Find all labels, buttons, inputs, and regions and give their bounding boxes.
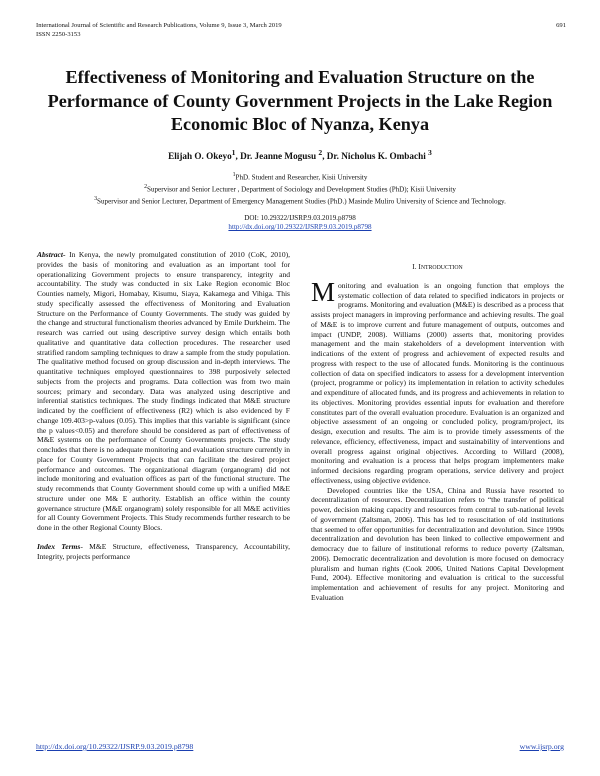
footer-doi-link[interactable]: http://dx.doi.org/10.29322/IJSRP.9.03.2019.p8798 <box>36 742 194 751</box>
affiliation-1-text: PhD. Student and Researcher, Kisii University <box>235 173 368 182</box>
author-2-sup: 2 <box>318 148 323 157</box>
affiliation-3-sup: 3 <box>94 195 98 202</box>
author-3-sup: 3 <box>428 148 432 157</box>
intro-paragraph-1-text: onitoring and evaluation is an ongoing function that employs the systematic collection of data related to specified indicators in projects or programs. Monitoring and evaluation (M&E) is described as a process that assists project managers in improving performance and achieving results. The goal of M&E is to improve current and future management of outputs, outcomes and impact (UNDP, 2008). Williams (2000) asserts that, monitoring provides management and the main stakeholders of a development intervention with indications of the extent of progress and achievement of expected results and progress with respect to the use of allocated funds. Monitoring is the continuous collection of data on specified indicators to assess for a development intervention (project, programme or policy) its implementation in relation to activity schedules and expenditure of allocated funds, and its progress and achievements in relation to its objectives. Monitoring provides essential inputs for evaluation and therefore constitutes part of the overall evaluation procedure. Evaluation is an organized and objective assessment of an ongoing or concluded policy, program/project, its design, execution and results. The aim is to provide timely assessments of the relevance, efficiency, effectiveness, impact and sustainability of interventions and overall progress against original objectives. According to Willard (2008), monitoring and evaluation is a process that helps program implementers make informed decisions regarding program operations, service delivery and project effectiveness, using objective evidence. <box>311 280 564 485</box>
doi-link[interactable]: http://dx.doi.org/10.29322/IJSRP.9.03.2019.p8798 <box>228 223 372 232</box>
abstract-text: In Kenya, the newly promulgated constitution of 2010 (CoK, 2010), provides the basis of monitoring and evaluation as an important tool for operationalizing Government projects to ensure transparency, integrity and accountability. The study was conducted in six Lake Region economic Bloc Counties namely, Migori, Homabay, Kisumu, Siaya, Kakamega and Vihiga. This study specifically assessed the effectiveness of Monitoring and Evaluation Structure on the Performance of County Governments. The study was guided by the change and structural functionalism theories advanced by Emile Durkheim. The research was carried out using descriptive survey design which entails both qualitative and quantitative data collection procedures. The researcher used stratified random sampling techniques to draw a sample from the study population. The qualitative method focused on group discussion and in-depth interviews. The quantitative techniques employed questionnaires to 398 purposively selected subjects from the projects and programs. Data collection was from two main sources; primary and secondary. Data was analyzed using descriptive and inferential statistics techniques. The study findings indicated that M&E structure indicated by the coefficient of effectiveness (R2) which is also evidenced by F change 109.403>p-values (0.05). This implies that this variable is significant (since the p values<0.05) and therefore should be considered as part of effectiveness of M&E systems on the performance of County Governments projects. The study concludes that there is no adequate monitoring and evaluation structure currently in place for County Government Projects that can facilitate the desired project performance and outcomes. The organizational diagram (organogram) did not include monitoring and evaluation offices as part of the functional structure. The study recommends that County Government should come up with a unified M&E structure under one M& E authority. Establish an office within the county governance structure (M&E organogram) solely responsible for all M&E activities for all County Government Projects. This Study recommends further research to be done in the other Regional County Blocs. <box>37 250 290 532</box>
affiliation-3-text: Supervisor and Senior Lecturer, Department of Emergency Management Studies (PhD.) Masinde Muliro University of Science and Technology. <box>97 197 506 206</box>
author-1: Elijah O. Okeyo <box>168 151 232 162</box>
section-heading <box>311 262 564 274</box>
affiliation-1-sup: 1 <box>232 172 236 178</box>
issn: ISSN 2250-3153 <box>36 30 81 38</box>
running-header <box>36 22 566 39</box>
author-1-sup: 1 <box>231 148 236 157</box>
abstract-label: Abstract- <box>37 250 66 259</box>
affiliations <box>10 171 590 207</box>
drop-cap: M <box>311 276 336 307</box>
intro-paragraph-2: Developed countries like the USA, China and Russia have resorted to decentralization of resources. Decentralization refers to “the transfer of political power, decision making capacity and resources from central to sub-national levels of government (Zaltsman, 2006). This has led to resuscitation of old institutions that seemed to offer opportunities for decentralization and devolution. Since 1990s decentralization and devolution has been linked to collective empowerment and democracy due to failure of institutional reforms to reduce poverty (Zaltsman, 2006). Democratic decentralization and devolution is more focused on democracy pluralism and human rights (Cook 2006, United Nations Capital Development Fund, 2004). Effective monitoring and evaluation is critical to the successful implementation and achievement of results for any project. Monitoring and Evaluation <box>311 485 564 602</box>
affiliation-2-text: Supervisor and Senior Lecturer , Department of Sociology and Development Studies (PhD); Kisii University <box>147 185 456 194</box>
page-footer <box>36 742 564 751</box>
affiliation-1 <box>10 171 590 183</box>
paper-title: Effectiveness of Monitoring and Evaluation Structure on the Performance of County Government Projects in the Lake Region Economic Bloc of Nyanza, Kenya <box>47 67 553 134</box>
left-column <box>37 250 290 561</box>
journal-name: International Journal of Scientific and Research Publications, Volume 9, Issue 3, March 2019 <box>36 22 282 29</box>
doi-text: DOI: 10.29322/IJSRP.9.03.2019.p8798 <box>244 214 356 222</box>
right-column <box>311 262 564 603</box>
index-terms-text: - M&E Structure, effectiveness, Transparency, Accountability, Integrity, projects performance <box>37 541 290 561</box>
author-3: Dr. Nicholus K. Ombachi <box>326 151 426 162</box>
page-number: 691 <box>556 22 566 29</box>
index-terms-label: Index Terms <box>37 541 81 551</box>
author-2: Dr. Jeanne Mogusu <box>240 151 317 162</box>
footer-site-link[interactable]: www.ijsrp.org <box>519 742 564 751</box>
section-number: I. <box>412 262 417 271</box>
affiliation-2 <box>10 183 590 195</box>
section-title-rest: NTRODUCTION <box>420 265 463 271</box>
author-list: Elijah O. Okeyo$^1$, Dr. Jeanne Mogusu $^2$, Dr. Nicholus K. Ombachi $^3$ <box>168 148 432 162</box>
affiliation-3 <box>10 195 590 207</box>
doi-block <box>30 214 570 232</box>
index-terms <box>37 542 290 562</box>
section-initial: I <box>418 262 421 271</box>
abstract <box>37 250 290 533</box>
intro-paragraph-1 <box>311 276 564 486</box>
affiliation-2-sup: 2 <box>144 183 148 190</box>
